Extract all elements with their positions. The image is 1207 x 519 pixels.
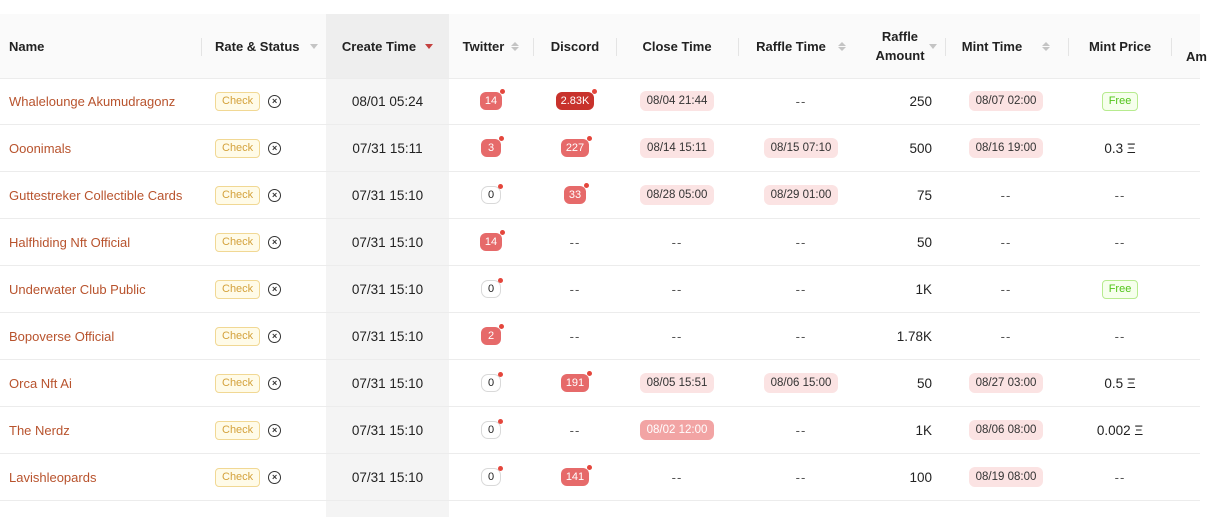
header-discord-label: Discord — [550, 38, 600, 54]
create-time-cell — [326, 454, 449, 500]
discord-count: 33 — [568, 189, 582, 201]
mint-time-cell — [946, 125, 1066, 171]
mint-time-pill: 08/19 08:00 — [969, 467, 1044, 487]
twitter-cell — [450, 454, 532, 500]
header-rate-status[interactable] — [215, 14, 325, 78]
twitter-count-badge[interactable] — [481, 468, 501, 486]
name-cell — [9, 313, 199, 359]
create-time-cell — [326, 407, 449, 453]
close-time-pill: 08/02 12:00 — [640, 420, 715, 440]
notification-dot — [500, 230, 505, 235]
notification-dot — [592, 89, 597, 94]
mint-price: 0.002 Ξ — [1096, 422, 1144, 438]
header-create-time[interactable] — [326, 14, 449, 78]
twitter-count: 14 — [484, 236, 498, 248]
raffle-amount: 50 — [916, 375, 932, 391]
table-row-partial — [0, 501, 1200, 519]
project-name-link[interactable]: The Nerdz — [9, 422, 70, 438]
name-cell — [9, 172, 199, 218]
rate-status-cell — [215, 219, 325, 265]
rate-status-cell — [215, 266, 325, 312]
header-divider — [1171, 38, 1172, 56]
close-time-pill: 08/05 15:51 — [640, 373, 715, 393]
discord-count-badge[interactable] — [561, 468, 589, 486]
close-circle-icon[interactable]: × — [268, 471, 281, 484]
close-time-cell — [617, 454, 737, 500]
mint-time-empty: -- — [1000, 234, 1012, 250]
mint-time-cell — [946, 172, 1066, 218]
discord-count: 227 — [565, 142, 585, 154]
rate-status-cell — [215, 125, 325, 171]
mint-price: 0.3 Ξ — [1104, 140, 1136, 156]
create-time: 07/31 15:10 — [351, 375, 424, 391]
header-cutoff-label: Am — [1186, 48, 1207, 64]
close-time-cell — [617, 360, 737, 406]
create-time: 07/31 15:10 — [351, 469, 424, 485]
close-time-cell — [617, 407, 737, 453]
discord-empty: -- — [569, 234, 581, 250]
table-row[interactable] — [0, 172, 1200, 219]
close-circle-icon[interactable]: × — [268, 236, 281, 249]
rate-status-cell — [215, 454, 325, 500]
close-time-cell — [617, 172, 737, 218]
create-time-cell — [326, 313, 449, 359]
project-name-link[interactable]: Ooonimals — [9, 140, 72, 156]
notification-dot — [587, 136, 592, 141]
raffle-time-empty: -- — [795, 422, 807, 438]
discord-empty: -- — [569, 328, 581, 344]
notification-dot — [498, 278, 503, 283]
raffle-time-cell — [739, 125, 863, 171]
table-row[interactable] — [0, 78, 1200, 125]
close-time-empty: -- — [671, 234, 683, 250]
discord-cell — [534, 78, 616, 124]
free-tag: Free — [1102, 280, 1139, 299]
close-time-cell — [617, 313, 737, 359]
twitter-cell — [450, 360, 532, 406]
twitter-count: 14 — [484, 95, 498, 107]
check-button[interactable]: Check — [215, 186, 260, 205]
mint-price-cell — [1069, 219, 1171, 265]
header-mint-time[interactable] — [946, 14, 1066, 78]
discord-count: 2.83K — [560, 95, 590, 107]
twitter-cell — [450, 407, 532, 453]
twitter-count-badge[interactable] — [481, 327, 501, 345]
discord-count-badge[interactable] — [561, 139, 589, 157]
discord-cell — [534, 360, 616, 406]
header-raffle-time[interactable] — [739, 14, 863, 78]
mint-time-cell — [946, 266, 1066, 312]
table-row[interactable] — [0, 454, 1200, 501]
twitter-count: 2 — [487, 330, 495, 342]
check-button[interactable]: Check — [215, 327, 260, 346]
twitter-count: 0 — [487, 189, 495, 201]
mint-time-empty: -- — [1000, 187, 1012, 203]
raffle-amount-cell — [866, 125, 932, 171]
raffle-amount: 75 — [916, 187, 932, 203]
table-row[interactable] — [0, 407, 1200, 454]
table-row[interactable] — [0, 219, 1200, 266]
discord-count-badge[interactable] — [556, 92, 595, 110]
rate-status-cell — [215, 78, 325, 124]
name-cell — [9, 125, 199, 171]
raffle-time-pill: 08/15 07:10 — [764, 138, 839, 158]
mint-time-cell — [946, 407, 1066, 453]
mint-price-cell — [1069, 360, 1171, 406]
name-cell — [9, 360, 199, 406]
project-name-link[interactable]: Guttestreker Collectible Cards — [9, 187, 183, 203]
twitter-count-badge[interactable] — [481, 374, 501, 392]
raffle-time-empty: -- — [795, 328, 807, 344]
mint-time-cell — [946, 313, 1066, 359]
mint-price-cell — [1069, 407, 1171, 453]
close-circle-icon[interactable]: × — [268, 377, 281, 390]
raffle-time-empty: -- — [795, 469, 807, 485]
discord-cell — [534, 172, 616, 218]
check-button[interactable]: Check — [215, 280, 260, 299]
mint-price-empty: -- — [1114, 234, 1126, 250]
project-name-link[interactable]: Orca Nft Ai — [9, 375, 72, 391]
raffle-amount-cell — [866, 407, 932, 453]
close-time-cell — [617, 266, 737, 312]
twitter-cell — [450, 313, 532, 359]
discord-count: 191 — [565, 377, 585, 389]
discord-empty: -- — [569, 422, 581, 438]
discord-count-badge[interactable] — [564, 186, 586, 204]
close-time-pill: 08/14 15:11 — [640, 138, 714, 158]
twitter-count: 0 — [487, 471, 495, 483]
check-button[interactable]: Check — [215, 233, 260, 252]
table-header — [0, 14, 1207, 79]
name-cell — [9, 454, 199, 500]
close-circle-icon[interactable]: × — [268, 95, 281, 108]
twitter-count: 0 — [487, 377, 495, 389]
table-row[interactable] — [0, 360, 1200, 407]
create-time-cell — [326, 78, 449, 124]
header-raffle-time-label: Raffle Time — [756, 38, 826, 54]
mint-price-cell — [1069, 266, 1171, 312]
twitter-cell — [450, 266, 532, 312]
twitter-cell — [450, 125, 532, 171]
mint-time-cell — [946, 360, 1066, 406]
raffle-amount-cell — [866, 78, 932, 124]
raffle-time-cell — [739, 266, 863, 312]
check-button[interactable]: Check — [215, 421, 260, 440]
table-row[interactable] — [0, 125, 1200, 172]
raffle-time-cell — [739, 454, 863, 500]
close-time-cell — [617, 125, 737, 171]
sort-icon[interactable] — [1042, 42, 1050, 51]
raffle-time-empty: -- — [795, 234, 807, 250]
discord-empty: -- — [569, 281, 581, 297]
create-time-cell — [326, 360, 449, 406]
header-name-label: Name — [9, 38, 45, 54]
close-time-empty: -- — [671, 469, 683, 485]
notification-dot — [498, 419, 503, 424]
close-time-pill: 08/04 21:44 — [640, 91, 715, 111]
mint-time-cell — [946, 78, 1066, 124]
header-close-time-label: Close Time — [642, 38, 712, 54]
header-raffle-amount[interactable] — [866, 14, 946, 78]
header-close-time[interactable] — [617, 14, 737, 78]
sort-icon[interactable] — [838, 42, 846, 51]
create-time: 08/01 05:24 — [351, 93, 424, 109]
mint-price-empty: -- — [1114, 328, 1126, 344]
create-time: 07/31 15:10 — [351, 281, 424, 297]
mint-time-pill: 08/27 03:00 — [969, 373, 1044, 393]
header-raffle-amount-line2: Amount — [875, 48, 925, 63]
raffle-time-empty: -- — [795, 281, 807, 297]
check-button[interactable]: Check — [215, 374, 260, 393]
project-name-link[interactable]: Underwater Club Public — [9, 281, 146, 297]
header-name[interactable] — [9, 14, 199, 78]
close-time-cell — [617, 78, 737, 124]
header-discord[interactable] — [534, 14, 616, 78]
raffle-amount: 1K — [915, 422, 932, 438]
notification-dot — [499, 324, 504, 329]
raffle-time-cell — [739, 360, 863, 406]
raffle-amount: 100 — [909, 469, 932, 485]
twitter-count: 0 — [487, 283, 495, 295]
header-mint-time-label: Mint Time — [961, 38, 1023, 54]
twitter-cell — [450, 78, 532, 124]
raffle-amount-cell — [866, 219, 932, 265]
mint-price: 0.5 Ξ — [1104, 375, 1136, 391]
notification-dot — [498, 466, 503, 471]
raffle-time-pill: 08/06 15:00 — [764, 373, 839, 393]
create-time-cell — [326, 125, 449, 171]
mint-time-pill: 08/16 19:00 — [969, 138, 1044, 158]
twitter-count-badge[interactable] — [481, 139, 501, 157]
header-raffle-amount-label — [875, 27, 924, 65]
check-button[interactable]: Check — [215, 92, 260, 111]
close-circle-icon[interactable]: × — [268, 330, 281, 343]
raffle-amount: 1K — [915, 281, 932, 297]
close-circle-icon[interactable]: × — [268, 424, 281, 437]
raffle-amount: 250 — [909, 93, 932, 109]
discord-count: 141 — [565, 471, 585, 483]
mint-time-cell — [946, 219, 1066, 265]
twitter-count-badge[interactable] — [481, 280, 501, 298]
twitter-count-badge[interactable] — [480, 92, 502, 110]
header-twitter-label: Twitter — [462, 38, 505, 54]
mint-price-cell — [1069, 172, 1171, 218]
raffle-amount: 500 — [909, 140, 932, 156]
project-name-link[interactable]: Bopoverse Official — [9, 328, 115, 344]
notification-dot — [498, 184, 503, 189]
close-time-empty: -- — [671, 281, 683, 297]
create-time-cell — [326, 266, 449, 312]
header-create-time-label: Create Time — [341, 38, 417, 54]
top-spacer — [0, 0, 1200, 14]
name-cell — [9, 266, 199, 312]
twitter-cell — [450, 172, 532, 218]
check-button[interactable]: Check — [215, 139, 260, 158]
header-twitter[interactable] — [450, 14, 532, 78]
rate-status-cell — [215, 407, 325, 453]
create-time: 07/31 15:10 — [351, 187, 424, 203]
raffle-amount-cell — [866, 360, 932, 406]
raffle-time-cell — [739, 172, 863, 218]
mint-time-pill: 08/06 08:00 — [969, 420, 1044, 440]
discord-cell — [534, 125, 616, 171]
project-name-link[interactable]: Halfhiding Nft Official — [9, 234, 131, 250]
project-name-link[interactable]: Whalelounge Akumudragonz — [9, 93, 176, 109]
table-row[interactable] — [0, 313, 1200, 360]
discord-count-badge[interactable] — [561, 374, 589, 392]
close-circle-icon[interactable]: × — [268, 142, 281, 155]
raffle-amount-cell — [866, 313, 932, 359]
twitter-count: 3 — [487, 142, 495, 154]
mint-price-cell — [1069, 78, 1171, 124]
header-raffle-amount-line1: Raffle — [881, 29, 919, 44]
header-mint-price[interactable] — [1069, 14, 1171, 78]
close-circle-icon[interactable]: × — [268, 283, 281, 296]
mint-price-empty: -- — [1114, 187, 1126, 203]
twitter-count-badge[interactable] — [480, 233, 502, 251]
twitter-count: 0 — [487, 424, 495, 436]
close-time-pill: 08/28 05:00 — [640, 185, 715, 205]
notification-dot — [500, 89, 505, 94]
rate-status-cell — [215, 313, 325, 359]
discord-cell — [534, 454, 616, 500]
notification-dot — [498, 372, 503, 377]
sort-desc-icon[interactable] — [425, 44, 433, 49]
raffle-amount-cell — [866, 172, 932, 218]
mint-price-empty: -- — [1114, 469, 1126, 485]
discord-cell — [534, 219, 616, 265]
discord-cell — [534, 313, 616, 359]
rate-status-cell — [215, 172, 325, 218]
close-circle-icon[interactable]: × — [268, 189, 281, 202]
close-time-empty: -- — [671, 328, 683, 344]
notification-dot — [587, 465, 592, 470]
create-time: 07/31 15:10 — [351, 422, 424, 438]
check-button[interactable]: Check — [215, 468, 260, 487]
raffle-time-empty: -- — [795, 93, 807, 109]
filter-caret-icon[interactable] — [310, 44, 318, 49]
table-body — [0, 78, 1200, 519]
raffle-time-pill: 08/29 01:00 — [764, 185, 839, 205]
twitter-cell — [450, 219, 532, 265]
raffle-amount-cell — [866, 454, 932, 500]
table-row[interactable] — [0, 266, 1200, 313]
mint-time-empty: -- — [1000, 328, 1012, 344]
name-cell — [9, 78, 199, 124]
create-time: 07/31 15:10 — [351, 234, 424, 250]
raffle-time-cell — [739, 219, 863, 265]
free-tag: Free — [1102, 92, 1139, 111]
raffle-amount: 50 — [916, 234, 932, 250]
create-time: 07/31 15:11 — [352, 140, 423, 156]
create-time-cell — [326, 172, 449, 218]
close-time-cell — [617, 219, 737, 265]
twitter-count-badge[interactable] — [481, 421, 501, 439]
header-cutoff[interactable] — [1186, 14, 1207, 78]
name-cell — [9, 407, 199, 453]
header-rate-status-label: Rate & Status — [215, 38, 300, 54]
raffle-amount: 1.78K — [896, 328, 932, 344]
rate-status-cell — [215, 360, 325, 406]
header-divider — [201, 38, 202, 56]
discord-cell — [534, 266, 616, 312]
create-time-cell — [326, 219, 449, 265]
raffle-time-cell — [739, 407, 863, 453]
header-mint-price-label: Mint Price — [1088, 38, 1152, 54]
mint-price-cell — [1069, 454, 1171, 500]
mint-time-empty: -- — [1000, 281, 1012, 297]
raffle-amount-cell — [866, 266, 932, 312]
notification-dot — [584, 183, 589, 188]
mint-price-cell — [1069, 125, 1171, 171]
create-time: 07/31 15:10 — [351, 328, 424, 344]
notification-dot — [499, 136, 504, 141]
name-cell — [9, 219, 199, 265]
raffle-time-cell — [739, 313, 863, 359]
twitter-count-badge[interactable] — [481, 186, 501, 204]
sort-icon[interactable] — [511, 42, 519, 51]
mint-time-cell — [946, 454, 1066, 500]
filter-caret-icon[interactable] — [929, 44, 937, 49]
project-name-link[interactable]: Lavishleopards — [9, 469, 97, 485]
raffle-time-cell — [739, 78, 863, 124]
mint-price-cell — [1069, 313, 1171, 359]
discord-cell — [534, 407, 616, 453]
mint-time-pill: 08/07 02:00 — [969, 91, 1044, 111]
notification-dot — [587, 371, 592, 376]
